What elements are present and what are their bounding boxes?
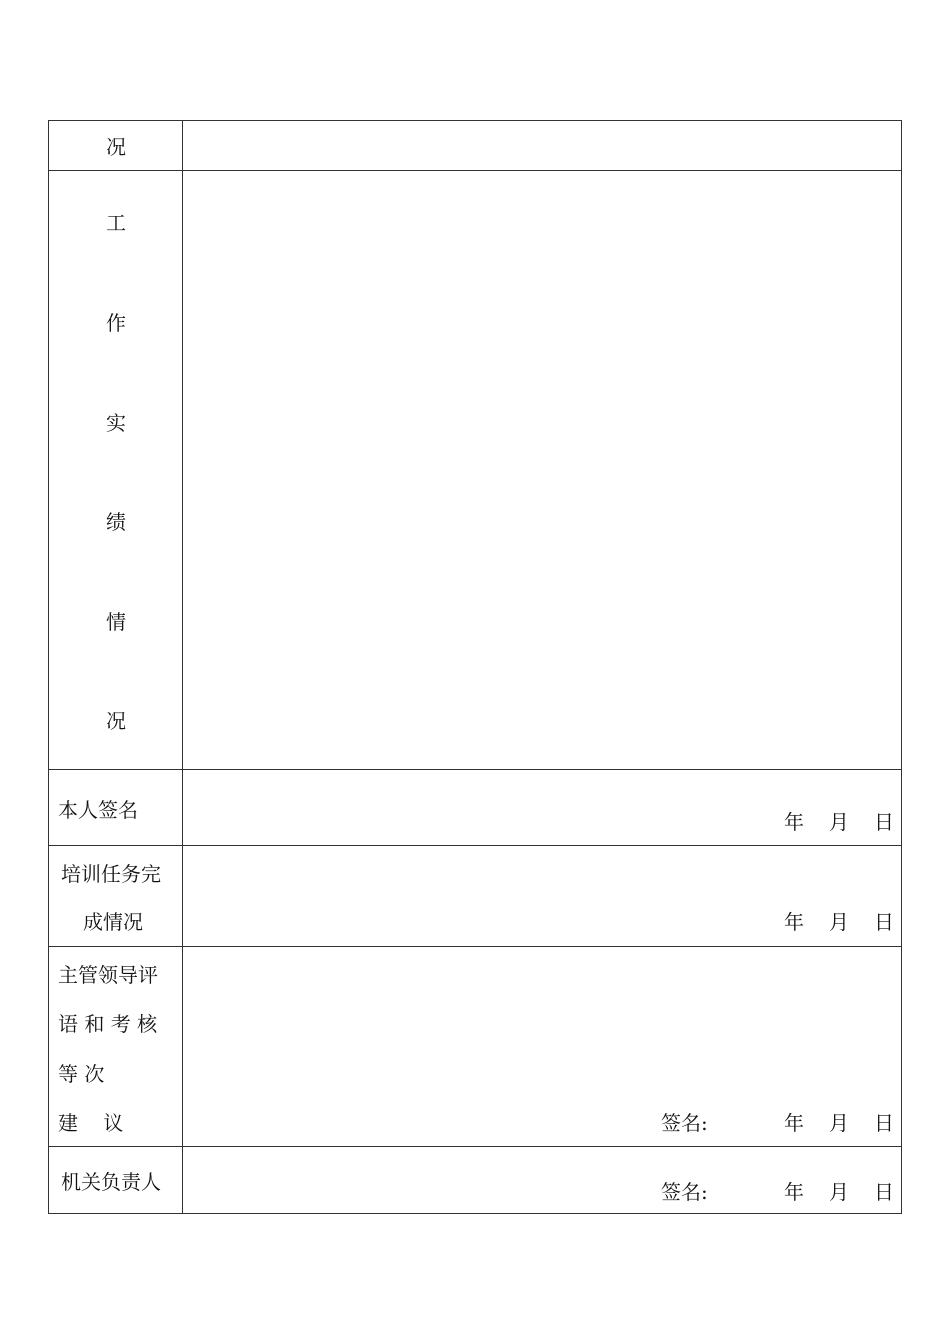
content-cell[interactable] xyxy=(183,846,901,946)
leader-label-line4: 建 议 xyxy=(58,1111,124,1135)
date-day: 日 xyxy=(874,1180,894,1204)
date-day: 日 xyxy=(874,1111,894,1135)
label-cell xyxy=(49,947,183,1146)
vertical-label-char: 况 xyxy=(106,709,126,733)
leader-label-line3: 等 次 xyxy=(58,1062,105,1086)
date-month: 月 xyxy=(829,910,849,934)
vertical-label-char: 实 xyxy=(106,411,126,435)
row-work-performance xyxy=(49,171,901,770)
signature-label: 签名: xyxy=(661,1111,708,1135)
label-cell xyxy=(49,1147,183,1213)
date-month: 月 xyxy=(829,810,849,834)
vertical-label-char: 绩 xyxy=(106,510,126,534)
row-organization-head xyxy=(49,1147,901,1213)
row-leader-comments xyxy=(49,947,901,1147)
label-cell xyxy=(49,846,183,946)
label-cell xyxy=(49,171,183,769)
row-label: 况 xyxy=(106,135,126,159)
label-cell xyxy=(49,121,183,170)
content-cell[interactable] xyxy=(183,1147,901,1213)
appraisal-form-table xyxy=(48,120,902,1214)
content-cell[interactable] xyxy=(183,171,901,769)
row-situation-continued xyxy=(49,121,901,171)
training-label-line1: 培训任务完 xyxy=(61,862,161,886)
content-cell[interactable] xyxy=(183,770,901,845)
content-cell[interactable] xyxy=(183,947,901,1146)
date-year: 年 xyxy=(784,1111,804,1135)
vertical-label-char: 作 xyxy=(106,311,126,335)
date-month: 月 xyxy=(829,1180,849,1204)
leader-label-line1: 主管领导评 xyxy=(58,963,158,987)
leader-label-line2: 语 和 考 核 xyxy=(58,1012,158,1036)
date-year: 年 xyxy=(784,910,804,934)
signature-label: 签名: xyxy=(661,1180,708,1204)
row-self-signature xyxy=(49,770,901,846)
training-label-line2: 成情况 xyxy=(83,910,143,934)
date-day: 日 xyxy=(874,810,894,834)
org-head-label: 机关负责人 xyxy=(61,1170,161,1194)
date-day: 日 xyxy=(874,910,894,934)
vertical-label-char: 工 xyxy=(106,211,126,235)
date-month: 月 xyxy=(829,1111,849,1135)
self-sign-label: 本人签名 xyxy=(58,798,138,822)
row-training-tasks xyxy=(49,846,901,947)
label-cell xyxy=(49,770,183,845)
date-year: 年 xyxy=(784,810,804,834)
vertical-label-char: 情 xyxy=(106,610,126,634)
content-cell[interactable] xyxy=(183,121,901,170)
date-year: 年 xyxy=(784,1180,804,1204)
